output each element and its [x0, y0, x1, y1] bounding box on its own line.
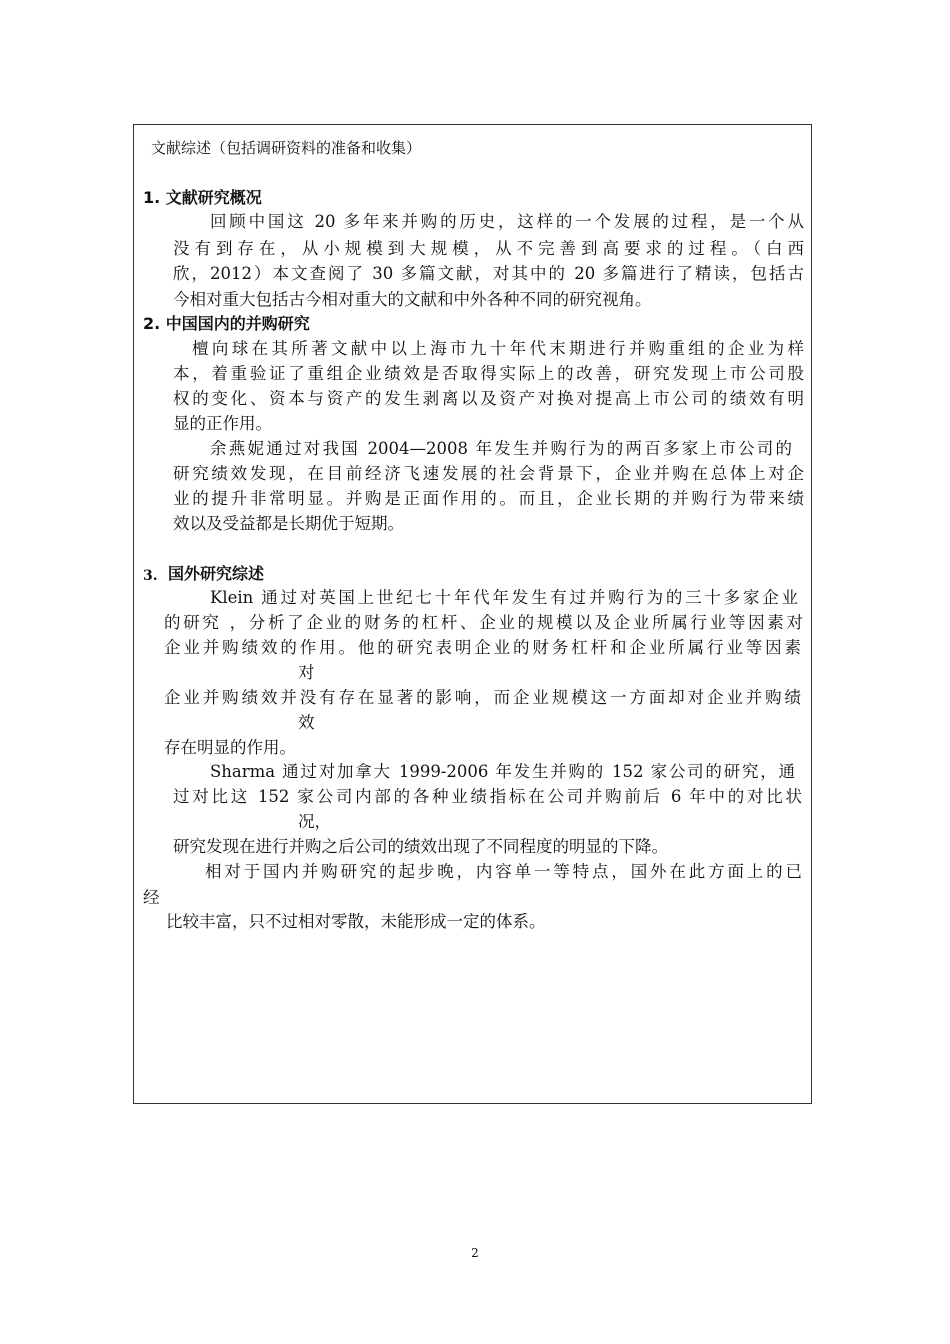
section1-line: 没有到存在，从小规模到大规模，从不完善到高要求的过程。（白西 [173, 239, 804, 258]
section2-para2-line: 余燕妮通过对我国 2004—2008 年发生并购行为的两百多家上市公司的 [210, 439, 792, 458]
box-title: 文献综述（包括调研资料的准备和收集） [151, 139, 422, 157]
sharma-line: 况， [298, 812, 331, 831]
sharma-line: 研究发现在进行并购之后公司的绩效出现了不同程度的明显的下降。 [173, 837, 668, 856]
section1-line: 今相对重大包括古今相对重大的文献和中外各种不同的研究视角。 [173, 290, 652, 309]
section2-para1-line: 权的变化、资本与资产的发生剥离以及资产对换对提高上市公司的绩效有明 [173, 389, 804, 408]
sharma-line: 过对比这 152 家公司内部的各种业绩指标在公司并购前后 6 年中的对比状 [173, 787, 802, 806]
section3-heading: 国外研究综述 [168, 564, 265, 583]
section2-para2-line: 研究绩效发现，在目前经济飞速发展的社会背景下，企业并购在总体上对企 [173, 464, 804, 483]
section2-para1-line: 本，着重验证了重组企业绩效是否取得实际上的改善，研究发现上市公司股 [173, 364, 804, 383]
klein-line: 企业并购绩效的作用。他的研究表明企业的财务杠杆和企业所属行业等因素 [164, 638, 801, 657]
section2-para2-line: 效以及受益都是长期优于短期。 [173, 514, 404, 533]
klein-line: 企业并购绩效并没有存在显著的影响，而企业规模这一方面却对企业并购绩 [164, 688, 801, 707]
summary-line: 经 [143, 888, 160, 907]
klein-line: 存在明显的作用。 [164, 738, 296, 757]
section2-para2-line: 业的提升非常明显。并购是正面作用的。而且，企业长期的并购行为带来绩 [173, 489, 804, 508]
summary-line: 相对于国内并购研究的起步晚，内容单一等特点，国外在此方面上的已 [205, 862, 802, 881]
section2-para1-line: 檀向球在其所著文献中以上海市九十年代末期进行并购重组的企业为样 [192, 339, 804, 358]
klein-line: Klein 通过对英国上世纪七十年代年发生有过并购行为的三十多家企业 [210, 588, 798, 607]
section2-heading: 2. 中国国内的并购研究 [143, 314, 310, 333]
section1-line: 欣，2012）本文查阅了 30 多篇文献，对其中的 20 多篇进行了精读，包括古 [173, 264, 804, 283]
section2-para1-line: 显的正作用。 [173, 414, 272, 433]
section3-heading-number: 3. [143, 568, 158, 584]
section1-heading: 1. 文献研究概况 [143, 188, 262, 207]
klein-line: 对 [298, 663, 315, 682]
sharma-line: Sharma 通过对加拿大 1999-2006 年发生并购的 152 家公司的研究，通 [210, 762, 795, 781]
page-number: 2 [471, 1246, 479, 1260]
klein-line: 的研究 ，分析了企业的财务的杠杆、企业的规模以及企业所属行业等因素对 [164, 613, 803, 632]
section1-line: 回顾中国这 20 多年来并购的历史，这样的一个发展的过程，是一个从 [210, 212, 804, 231]
summary-line: 比较丰富，只不过相对零散，未能形成一定的体系。 [166, 912, 546, 931]
klein-line: 效 [298, 713, 315, 732]
